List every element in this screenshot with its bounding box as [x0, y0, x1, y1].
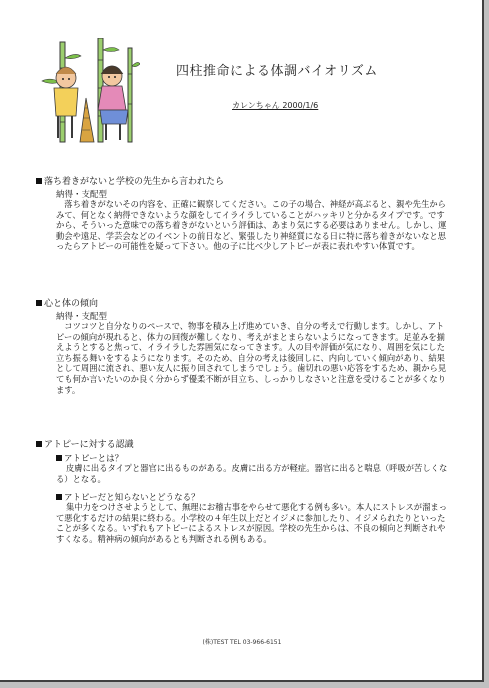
- question-text: アトピーとは？: [64, 454, 124, 464]
- children-bamboo-illustration: [40, 38, 140, 148]
- bullet-square-icon: [56, 455, 62, 461]
- atopy-answer-1: 皮膚に出るタイプと器官に出るものがある。皮膚に出る方が軽症。器官に出ると喘息（呼吸が苦しくなる）となる。: [56, 463, 448, 484]
- section-body: コツコツと自分なりのペースで、物事を積み上げ進めていき、自分の考えで行動します。しかし、アトピーの傾向が現れると、体力の回復が難しくなり、考えがまとまらないようになってきます。足並みを揃えようとすると焦って、イライラした雰囲気になってきます。人の目や評価が気になり、周囲を気にした立ち振る舞いをするようになります。そのため、自分の考えは後回しに、内向していく傾向があり、結果として周囲に流され、悪い友人に振り回されてしまうでしょう。歯切れの悪い応答をするため、親から見ても何か言いたいのか良く分からず優柔不断が目立ち、しっかりしなさいと注意を受けることが多くなります。: [56, 321, 447, 395]
- question-text: アトピーだと知らないとどうなる？: [64, 493, 200, 503]
- author-line: カレンちゃん 2000/1/6: [232, 101, 319, 110]
- bullet-square-icon: [36, 441, 42, 447]
- section-body: 落ち着きがないその内容を、正確に観察してください。この子の場合、神経が高ぶると、親や先生からみて、何となく納得できないような顔をしてイライラしていることがハッキリと分かるタイプです。ですから、そういった意味での落ち着きがないという評価は、あまり気にする必要はありません。しかし、運動会や遠足、学芸会などのイベントの前日など、緊張したり神経質になる日に特に落ち着きがないなと思ったらアトピーの可能性を疑って下さい。他の子に比べ少しアトピーが表に表れやすい体質です。: [56, 199, 447, 252]
- section-heading-text: アトピーに対する認識: [44, 440, 134, 450]
- bamboo-illustration-icon: [40, 38, 140, 148]
- section-subheading: 納得・支配型: [56, 190, 108, 200]
- section-heading-atopy: [36, 437, 134, 450]
- bullet-square-icon: [36, 178, 42, 184]
- bullet-square-icon: [36, 300, 42, 306]
- bullet-square-icon: [56, 494, 62, 500]
- section-heading-restless: [36, 174, 224, 187]
- section-subheading: 納得・支配型: [56, 312, 108, 322]
- section-heading-text: 心と体の傾向: [44, 299, 99, 309]
- section-heading-text: 落ち着きがないと学校の先生から言われたら: [44, 177, 225, 187]
- atopy-answer-2: 集中力をつけさせようとして、無理にお稽古事をやらせて悪化する例も多い。本人にストレスが溜まって悪化するだけの結果に終わる。小学校の４年生以上だとイジメに参加したり、イジメられたりといったことが多くなる。いずれもアトピーによるストレスが原因。学校の先生からは、不良の傾向と判断されやすくなる。精神病の傾向があるとも判断される例もある。: [56, 502, 447, 544]
- footer-contact: (株)TEST TEL 03-966-6151: [202, 639, 282, 646]
- document-title: 四柱推命による体調バイオリズム: [176, 64, 378, 79]
- section-heading-tendency: [36, 296, 98, 309]
